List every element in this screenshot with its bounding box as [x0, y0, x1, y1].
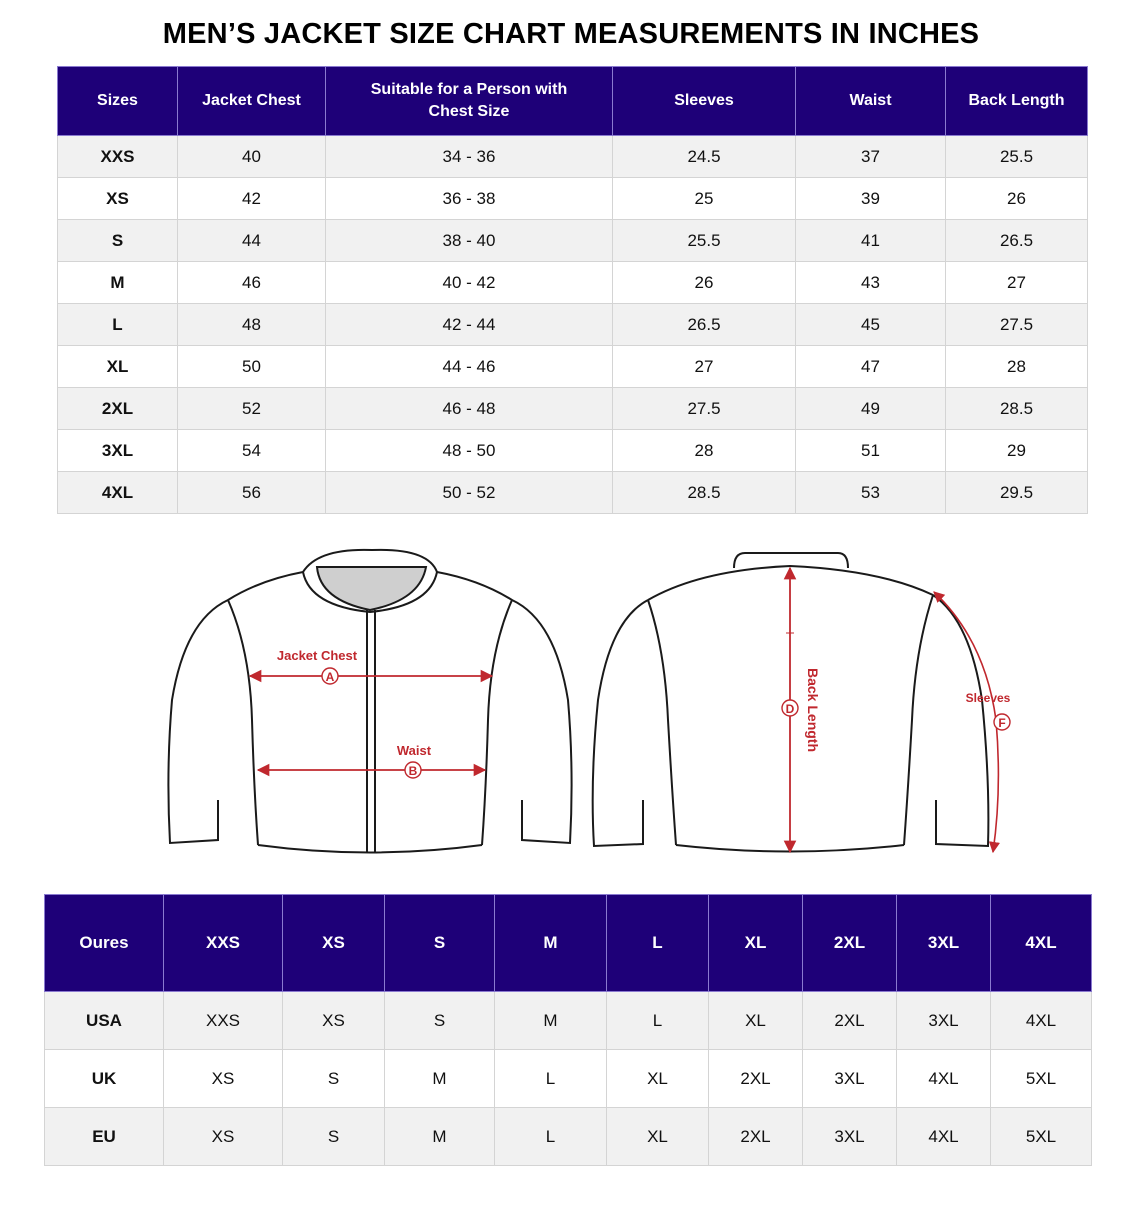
- back-length-cell: 26.5: [946, 220, 1088, 262]
- waist-cell: 37: [796, 136, 946, 178]
- size-cell: S: [385, 992, 495, 1050]
- sleeves-marker: F: [998, 716, 1006, 730]
- jacket-chest-cell: 44: [178, 220, 326, 262]
- person-chest-cell: 38 - 40: [326, 220, 613, 262]
- waist-cell: 43: [796, 262, 946, 304]
- back-length-cell: 27.5: [946, 304, 1088, 346]
- sleeves-cell: 28: [613, 430, 796, 472]
- waist-cell: 47: [796, 346, 946, 388]
- table-row: [58, 220, 1088, 262]
- sleeves-cell: 27.5: [613, 388, 796, 430]
- jacket-chest-cell: 48: [178, 304, 326, 346]
- size-cell: 5XL: [991, 1050, 1092, 1108]
- header-size: S: [385, 895, 495, 992]
- size-chart-table: [57, 66, 1088, 514]
- conversion-header-row: [45, 895, 1092, 992]
- size-cell: 4XL: [58, 472, 178, 514]
- size-cell: M: [58, 262, 178, 304]
- size-cell: 4XL: [897, 1050, 991, 1108]
- front-jacket-illustration: [168, 550, 571, 853]
- jacket-chest-cell: 42: [178, 178, 326, 220]
- waist-marker: B: [408, 764, 418, 778]
- size-conversion-table: [44, 894, 1092, 1166]
- size-cell: L: [495, 1108, 607, 1166]
- size-cell: 3XL: [803, 1050, 897, 1108]
- size-cell: XXS: [164, 992, 283, 1050]
- back-length-measurement: [782, 568, 821, 852]
- header-size: L: [607, 895, 709, 992]
- size-cell: 3XL: [803, 1108, 897, 1166]
- page-title: MEN’S JACKET SIZE CHART MEASUREMENTS IN INCHES: [162, 18, 980, 50]
- chest-label: Jacket Chest: [276, 648, 358, 663]
- back-length-cell: 26: [946, 178, 1088, 220]
- header-sleeves: Sleeves: [613, 67, 796, 136]
- size-cell: XL: [709, 992, 803, 1050]
- back-length-cell: 28.5: [946, 388, 1088, 430]
- sleeves-cell: 27: [613, 346, 796, 388]
- size-cell: XL: [607, 1108, 709, 1166]
- header-size: 2XL: [803, 895, 897, 992]
- size-cell: L: [607, 992, 709, 1050]
- person-chest-cell: 46 - 48: [326, 388, 613, 430]
- chest-measurement: [250, 648, 492, 684]
- back-length-cell: 25.5: [946, 136, 1088, 178]
- sleeves-measurement: [934, 592, 1011, 852]
- sleeves-cell: 25.5: [613, 220, 796, 262]
- table-row: [58, 346, 1088, 388]
- table-row: [58, 430, 1088, 472]
- table-row: [58, 304, 1088, 346]
- waist-cell: 51: [796, 430, 946, 472]
- size-cell: 4XL: [897, 1108, 991, 1166]
- waist-label: Waist: [396, 743, 432, 758]
- header-size: XL: [709, 895, 803, 992]
- size-cell: M: [385, 1108, 495, 1166]
- size-cell: L: [58, 304, 178, 346]
- size-table-header-row: [58, 67, 1088, 136]
- person-chest-cell: 40 - 42: [326, 262, 613, 304]
- waist-cell: 39: [796, 178, 946, 220]
- size-cell: XS: [58, 178, 178, 220]
- back-length-cell: 27: [946, 262, 1088, 304]
- size-cell: S: [283, 1108, 385, 1166]
- header-size: M: [495, 895, 607, 992]
- waist-cell: 53: [796, 472, 946, 514]
- sleeves-cell: 26.5: [613, 304, 796, 346]
- back-length-cell: 29: [946, 430, 1088, 472]
- header-size: 4XL: [991, 895, 1092, 992]
- header-jacket-chest: Jacket Chest: [178, 67, 326, 136]
- person-chest-cell: 44 - 46: [326, 346, 613, 388]
- sleeves-label: Sleeves: [965, 691, 1011, 705]
- person-chest-cell: 50 - 52: [326, 472, 613, 514]
- person-chest-cell: 48 - 50: [326, 430, 613, 472]
- header-back-length: Back Length: [946, 67, 1088, 136]
- waist-cell: 41: [796, 220, 946, 262]
- size-cell: 2XL: [58, 388, 178, 430]
- size-cell: XS: [164, 1050, 283, 1108]
- size-cell: 3XL: [897, 992, 991, 1050]
- size-cell: 2XL: [709, 1050, 803, 1108]
- jacket-chest-cell: 52: [178, 388, 326, 430]
- region-cell: UK: [45, 1050, 164, 1108]
- size-cell: XL: [607, 1050, 709, 1108]
- person-chest-cell: 42 - 44: [326, 304, 613, 346]
- back-length-marker: D: [785, 702, 795, 716]
- header-person-chest: Suitable for a Person with Chest Size: [326, 67, 613, 136]
- table-row: [58, 178, 1088, 220]
- back-length-cell: 28: [946, 346, 1088, 388]
- waist-cell: 45: [796, 304, 946, 346]
- jacket-chest-cell: 54: [178, 430, 326, 472]
- table-row: [45, 1050, 1092, 1108]
- sleeves-cell: 24.5: [613, 136, 796, 178]
- table-row: [58, 472, 1088, 514]
- person-chest-cell: 34 - 36: [326, 136, 613, 178]
- header-size: XXS: [164, 895, 283, 992]
- table-row: [45, 1108, 1092, 1166]
- region-cell: EU: [45, 1108, 164, 1166]
- waist-cell: 49: [796, 388, 946, 430]
- jacket-chest-cell: 40: [178, 136, 326, 178]
- table-row: [58, 388, 1088, 430]
- size-cell: S: [283, 1050, 385, 1108]
- region-cell: USA: [45, 992, 164, 1050]
- size-cell: XS: [164, 1108, 283, 1166]
- header-size: XS: [283, 895, 385, 992]
- size-cell: 5XL: [991, 1108, 1092, 1166]
- sleeves-cell: 25: [613, 178, 796, 220]
- size-cell: 4XL: [991, 992, 1092, 1050]
- size-cell: XL: [58, 346, 178, 388]
- size-cell: XXS: [58, 136, 178, 178]
- size-cell: S: [58, 220, 178, 262]
- size-cell: 2XL: [709, 1108, 803, 1166]
- jacket-chest-cell: 56: [178, 472, 326, 514]
- table-row: [58, 136, 1088, 178]
- size-cell: 3XL: [58, 430, 178, 472]
- size-cell: M: [385, 1050, 495, 1108]
- jacket-chest-cell: 50: [178, 346, 326, 388]
- size-cell: M: [495, 992, 607, 1050]
- sleeves-cell: 26: [613, 262, 796, 304]
- jacket-measurement-diagram: [150, 540, 1030, 880]
- chest-marker: A: [325, 670, 335, 684]
- header-waist: Waist: [796, 67, 946, 136]
- header-region: Oures: [45, 895, 164, 992]
- table-row: [58, 262, 1088, 304]
- back-length-label: Back Length: [805, 668, 821, 753]
- table-row: [45, 992, 1092, 1050]
- size-cell: L: [495, 1050, 607, 1108]
- back-length-cell: 29.5: [946, 472, 1088, 514]
- header-size: 3XL: [897, 895, 991, 992]
- waist-measurement: [258, 743, 485, 778]
- size-cell: XS: [283, 992, 385, 1050]
- sleeves-cell: 28.5: [613, 472, 796, 514]
- header-sizes: Sizes: [58, 67, 178, 136]
- jacket-chest-cell: 46: [178, 262, 326, 304]
- size-cell: 2XL: [803, 992, 897, 1050]
- person-chest-cell: 36 - 38: [326, 178, 613, 220]
